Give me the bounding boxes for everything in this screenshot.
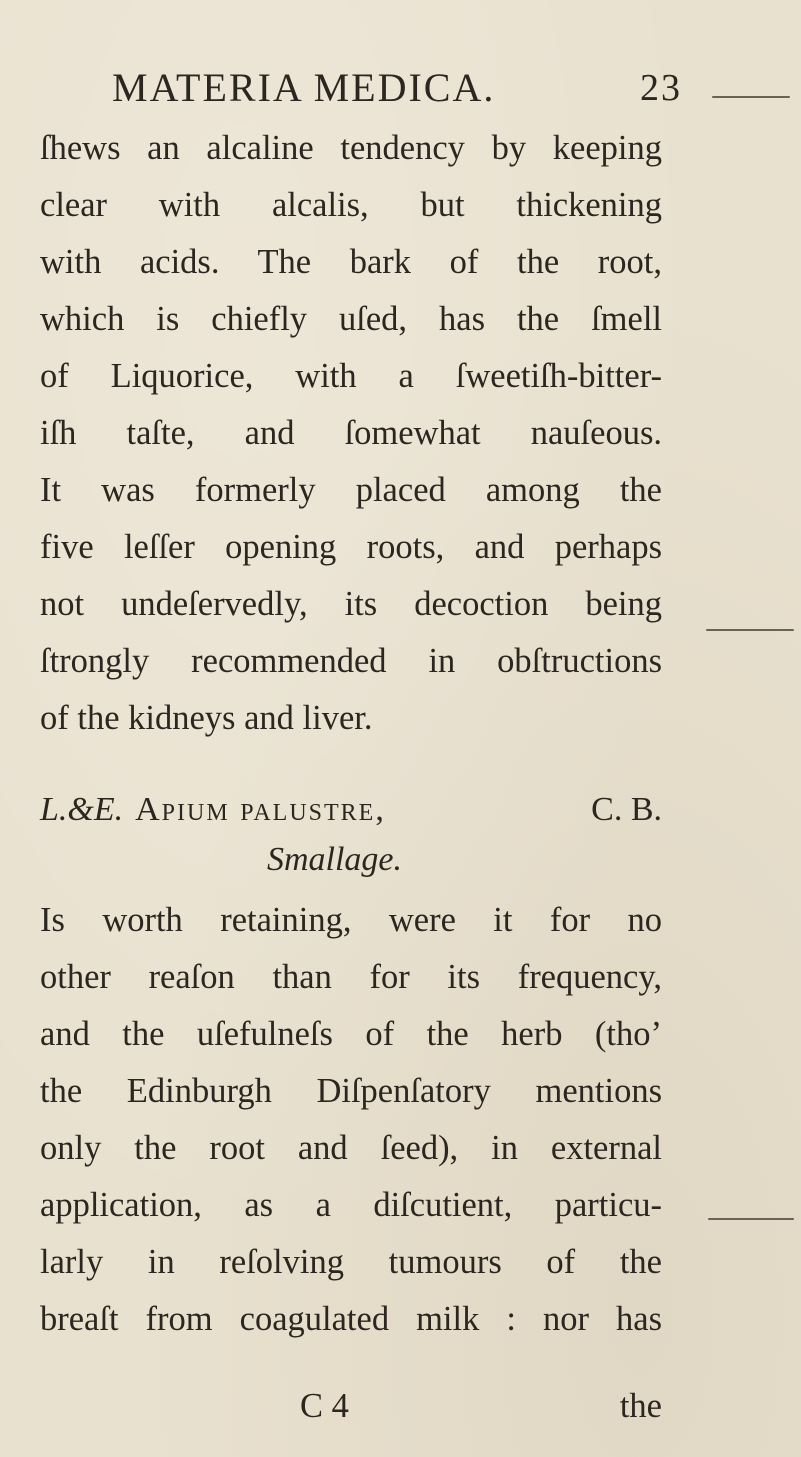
- margin-mark: [708, 1218, 794, 1220]
- text-line: and the uſefulneſs of the herb (tho’: [40, 1015, 662, 1053]
- text-line: only the root and ſeed), in external: [40, 1129, 662, 1167]
- text-line: the Edinburgh Diſpenſatory mentions: [40, 1072, 662, 1110]
- text-line: It was formerly placed among the: [40, 471, 662, 509]
- text-line: of the kidneys and liver.: [40, 699, 373, 737]
- text-line: Is worth retaining, were it for no: [40, 901, 662, 939]
- signature-mark: C 4: [300, 1387, 349, 1425]
- entry-name: Apium palustre,: [135, 791, 386, 828]
- margin-mark: [712, 96, 790, 98]
- text-line: application, as a diſcutient, particu-: [40, 1186, 662, 1224]
- text-line: not undeſervedly, its decoction being: [40, 585, 662, 623]
- page-number: 23: [640, 67, 682, 109]
- text-line: five leſſer opening roots, and perhaps: [40, 528, 662, 566]
- text-line: ſhews an alcaline tendency by keeping: [40, 129, 662, 167]
- running-head: [112, 60, 682, 116]
- page-footer: [40, 1382, 662, 1430]
- text-line: of Liquorice, with a ſweetiſh-bitter-: [40, 357, 662, 395]
- text-line: breaſt from coagulated milk : nor has: [40, 1300, 662, 1338]
- text-line: iſh taſte, and ſomewhat nauſeous.: [40, 414, 662, 452]
- running-head-title: MATERIA MEDICA.: [112, 65, 496, 110]
- text-line: other reaſon than for its frequency,: [40, 958, 662, 996]
- entry-code: L.&E.: [40, 791, 124, 828]
- text-line: larly in reſolving tumours of the: [40, 1243, 662, 1281]
- entry-citation: C. B.: [591, 791, 662, 828]
- catchword: the: [619, 1387, 662, 1425]
- entry-common-name-text: Smallage.: [266, 841, 403, 878]
- margin-mark: [706, 629, 794, 631]
- text-line: ſtrongly recommended in obſtructions: [40, 642, 662, 680]
- text-line: which is chiefly uſed, has the ſmell: [40, 300, 662, 338]
- entry-common-name: [0, 836, 801, 884]
- text-line: clear with alcalis, but thickening: [40, 186, 662, 224]
- entry-heading: [40, 786, 662, 834]
- text-line: with acids. The bark of the root,: [40, 243, 662, 281]
